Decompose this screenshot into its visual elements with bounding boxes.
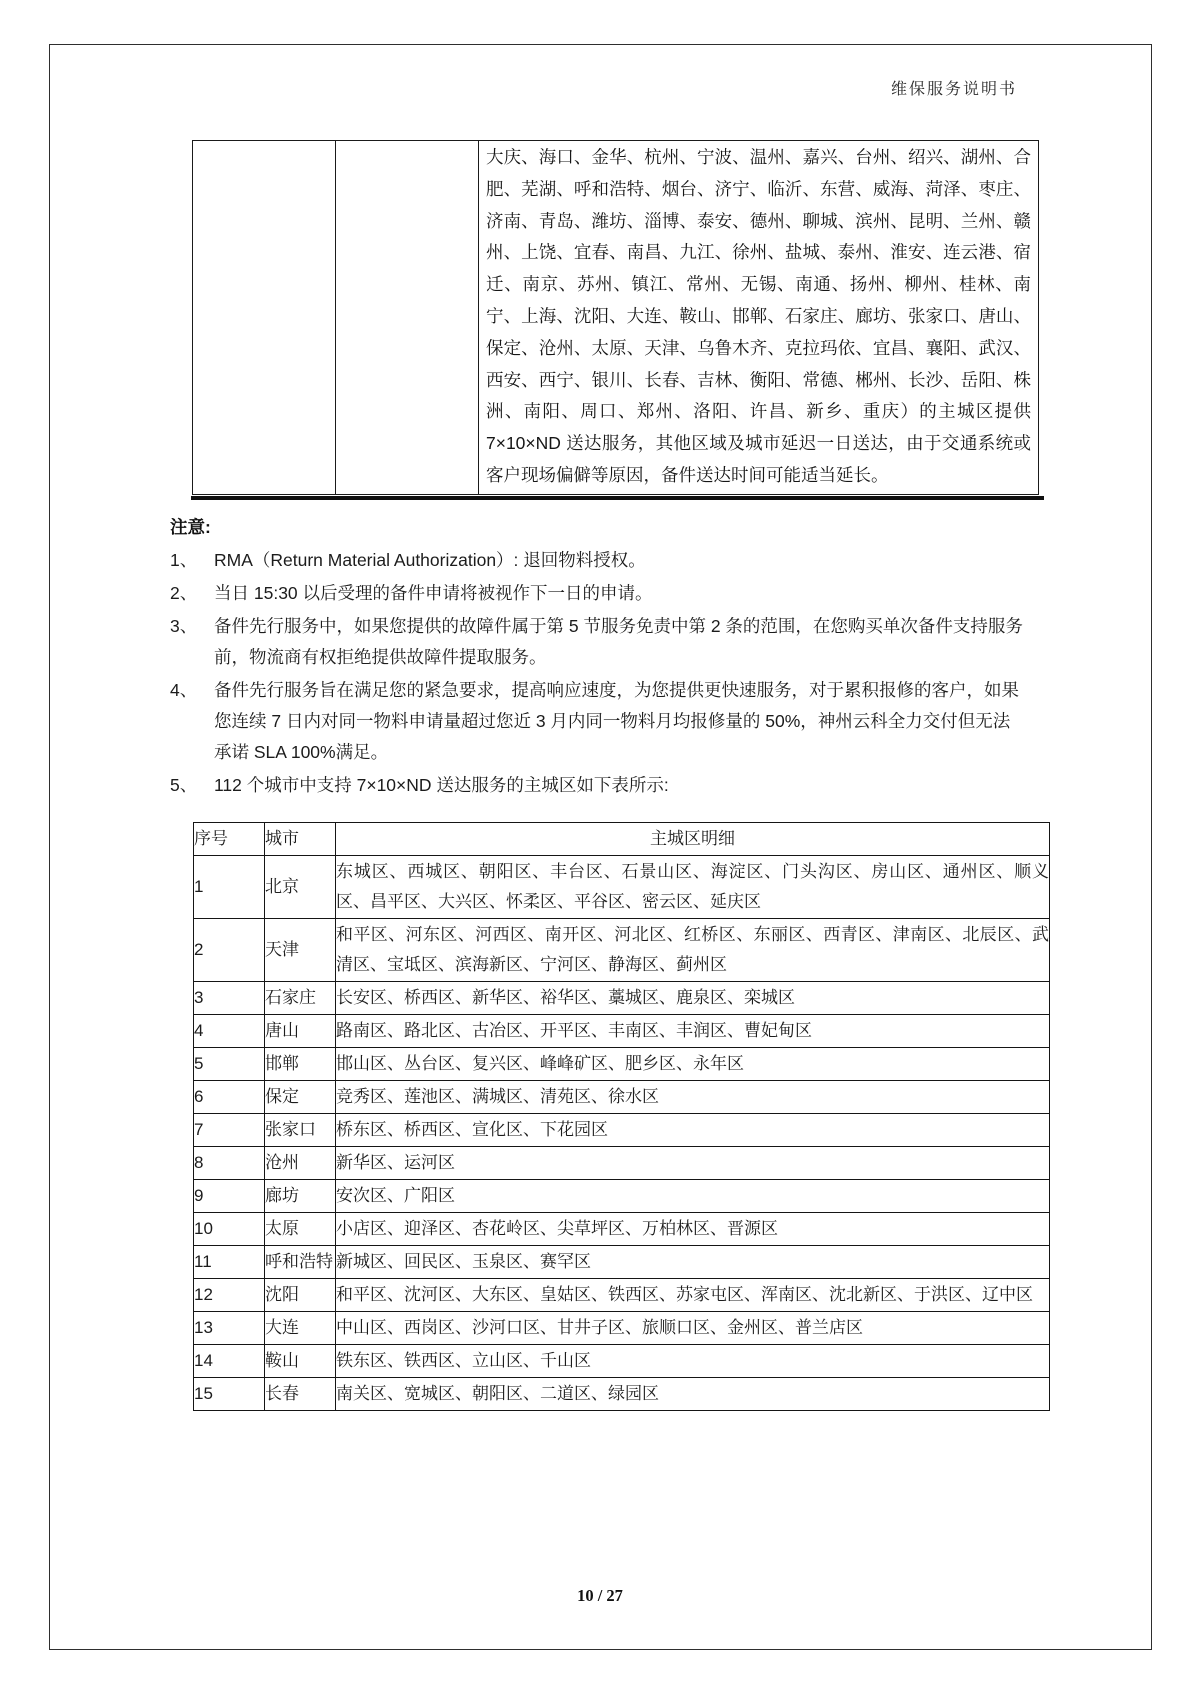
note-item-text: 当日 15:30 以后受理的备件申请将被视作下一日的申请。 [214, 583, 653, 603]
seq-cell: 4 [194, 1015, 265, 1048]
page-number: 10 / 27 [577, 1586, 623, 1605]
city-cell: 北京 [265, 856, 336, 919]
city-cell: 长春 [265, 1378, 336, 1411]
districts-cell: 桥东区、桥西区、宣化区、下花园区 [336, 1114, 1050, 1147]
top-table-empty-cell-1 [193, 141, 336, 495]
spare-parts-delivery-table [192, 140, 1039, 495]
note-item-number: 4、 [170, 680, 198, 700]
districts-cell: 路南区、路北区、古冶区、开平区、丰南区、丰润区、曹妃甸区 [336, 1015, 1050, 1048]
city-cell: 太原 [265, 1213, 336, 1246]
note-item [170, 578, 1042, 609]
note-item-text: 备件先行服务中，如果您提供的故障件属于第 5 节服务免责中第 2 条的范围，在您购买单次备件支持服务前，物流商有权拒绝提供故障件提取服务。 [214, 616, 1023, 667]
city-cell: 保定 [265, 1081, 336, 1114]
city-cell: 唐山 [265, 1015, 336, 1048]
seq-cell: 13 [194, 1312, 265, 1345]
table-row [194, 1147, 1050, 1180]
seq-cell: 3 [194, 982, 265, 1015]
seq-cell: 11 [194, 1246, 265, 1279]
districts-cell: 长安区、桥西区、新华区、裕华区、藁城区、鹿泉区、栾城区 [336, 982, 1050, 1015]
city-districts-table [193, 822, 1050, 1411]
city-cell: 廊坊 [265, 1180, 336, 1213]
table-row [194, 1213, 1050, 1246]
city-cell: 鞍山 [265, 1345, 336, 1378]
note-item-number: 5、 [170, 775, 198, 795]
note-item-number: 2、 [170, 583, 198, 603]
districts-cell: 铁东区、铁西区、立山区、千山区 [336, 1345, 1050, 1378]
notes-list [170, 545, 1042, 801]
city-cell: 张家口 [265, 1114, 336, 1147]
seq-cell: 9 [194, 1180, 265, 1213]
note-item [170, 770, 1042, 801]
note-item [170, 675, 1042, 768]
seq-cell: 6 [194, 1081, 265, 1114]
districts-cell: 竞秀区、莲池区、满城区、清苑区、徐水区 [336, 1081, 1050, 1114]
note-item-number: 1、 [170, 550, 198, 570]
city-cell: 大连 [265, 1312, 336, 1345]
note-item-text: 112 个城市中支持 7×10×ND 送达服务的主城区如下表所示: [214, 775, 669, 795]
table-row [194, 1015, 1050, 1048]
city-cell: 呼和浩特 [265, 1246, 336, 1279]
document-header-title: 维保服务说明书 [890, 81, 1017, 98]
districts-cell: 和平区、河东区、河西区、南开区、河北区、红桥区、东丽区、西青区、津南区、北辰区、武清区、宝坻区、滨海新区、宁河区、静海区、蓟州区 [336, 919, 1050, 982]
city-cell: 石家庄 [265, 982, 336, 1015]
seq-cell: 15 [194, 1378, 265, 1411]
seq-cell: 1 [194, 856, 265, 919]
header-districts: 主城区明细 [336, 823, 1050, 856]
note-item [170, 611, 1042, 673]
table-row [194, 1048, 1050, 1081]
districts-cell: 小店区、迎泽区、杏花岭区、尖草坪区、万柏林区、晋源区 [336, 1213, 1050, 1246]
notes-title: 注意: [170, 517, 211, 537]
table-row [194, 1246, 1050, 1279]
table-row [194, 919, 1050, 982]
table-row [194, 856, 1050, 919]
header-seq: 序号 [194, 823, 265, 856]
notes-section [170, 512, 1042, 801]
note-item-text: RMA（Return Material Authorization）: 退回物料授权。 [214, 550, 646, 570]
top-table-empty-cell-2 [336, 141, 479, 495]
table-row [194, 1081, 1050, 1114]
table-row [194, 1279, 1050, 1312]
districts-cell: 邯山区、丛台区、复兴区、峰峰矿区、肥乡区、永年区 [336, 1048, 1050, 1081]
seq-cell: 2 [194, 919, 265, 982]
city-cell: 沧州 [265, 1147, 336, 1180]
table-row [193, 141, 1039, 495]
table-row [194, 1345, 1050, 1378]
delivery-cities-text: 大庆、海口、金华、杭州、宁波、温州、嘉兴、台州、绍兴、湖州、合肥、芜湖、呼和浩特、烟台、济宁、临沂、东营、威海、菏泽、枣庄、济南、青岛、潍坊、淄博、泰安、德州、聊城、滨州、昆明、兰州、赣州、上饶、宜春、南昌、九江、徐州、盐城、泰州、淮安、连云港、宿迁、南京、苏州、镇江、常州、无锡、南通、扬州、柳州、桂林、南宁、上海、沈阳、大连、鞍山、邯郸、石家庄、廊坊、张家口、唐山、保定、沧州、太原、天津、乌鲁木齐、克拉玛依、宜昌、襄阳、武汉、西安、西宁、银川、长春、吉林、衡阳、常德、郴州、长沙、岳阳、株洲、南阳、周口、郑州、洛阳、许昌、新乡、重庆）的主城区提供 7×10×ND 送达服务，其他区域及城市延迟一日送达，由于交通系统或客户现场偏僻等原因，备件送达时间可能适当延长。 [479, 141, 1039, 495]
districts-cell: 东城区、西城区、朝阳区、丰台区、石景山区、海淀区、门头沟区、房山区、通州区、顺义区、昌平区、大兴区、怀柔区、平谷区、密云区、延庆区 [336, 856, 1050, 919]
seq-cell: 7 [194, 1114, 265, 1147]
districts-cell: 中山区、西岗区、沙河口区、甘井子区、旅顺口区、金州区、普兰店区 [336, 1312, 1050, 1345]
districts-cell: 新城区、回民区、玉泉区、赛罕区 [336, 1246, 1050, 1279]
city-table-body [194, 856, 1050, 1411]
seq-cell: 8 [194, 1147, 265, 1180]
note-item-text: 备件先行服务旨在满足您的紧急要求，提高响应速度，为您提供更快速服务，对于累积报修的客户，如果您连续 7 日内对同一物料申请量超过您近 3 月内同一物料月均报修量的 50%，神州云科全力交付但无法承诺 SLA 100%满足。 [214, 680, 1019, 762]
table-row [194, 1378, 1050, 1411]
table-row [194, 1180, 1050, 1213]
table-row [194, 1114, 1050, 1147]
districts-cell: 和平区、沈河区、大东区、皇姑区、铁西区、苏家屯区、浑南区、沈北新区、于洪区、辽中区 [336, 1279, 1050, 1312]
city-cell: 邯郸 [265, 1048, 336, 1081]
city-cell: 沈阳 [265, 1279, 336, 1312]
table-row [194, 1312, 1050, 1345]
districts-cell: 南关区、宽城区、朝阳区、二道区、绿园区 [336, 1378, 1050, 1411]
districts-cell: 新华区、运河区 [336, 1147, 1050, 1180]
city-cell: 天津 [265, 919, 336, 982]
districts-cell: 安次区、广阳区 [336, 1180, 1050, 1213]
seq-cell: 5 [194, 1048, 265, 1081]
table-header-row [194, 823, 1050, 856]
section-divider-rule [191, 496, 1044, 500]
seq-cell: 14 [194, 1345, 265, 1378]
header-city: 城市 [265, 823, 336, 856]
note-item [170, 545, 1042, 576]
note-item-number: 3、 [170, 616, 198, 636]
seq-cell: 10 [194, 1213, 265, 1246]
table-row [194, 982, 1050, 1015]
seq-cell: 12 [194, 1279, 265, 1312]
